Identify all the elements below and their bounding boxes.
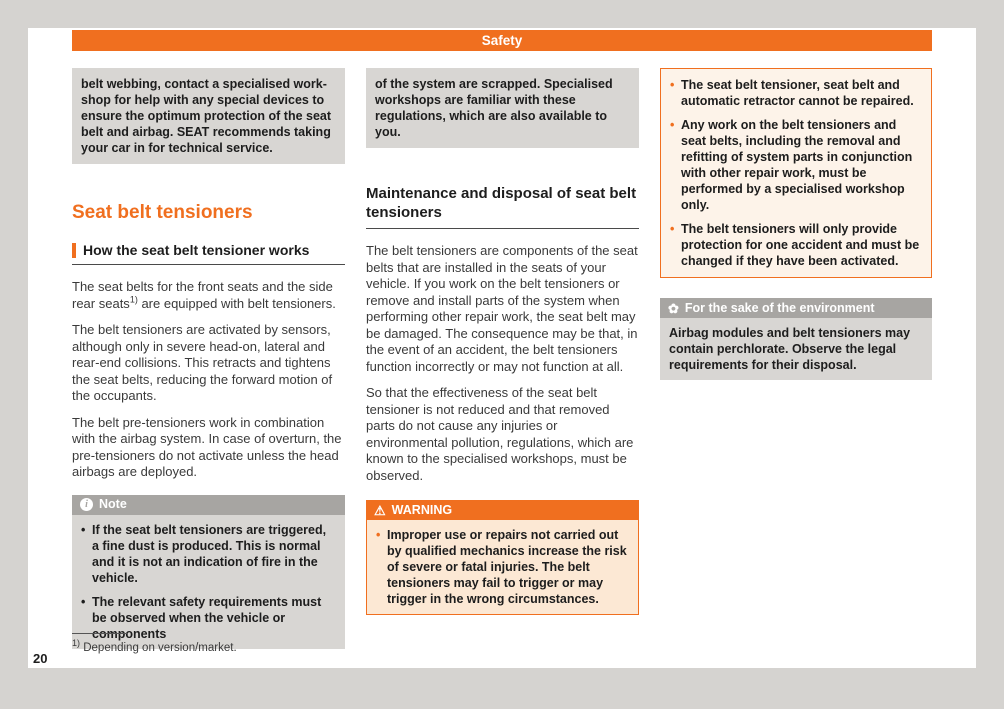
warning-continuation-box (660, 68, 932, 278)
warning-item: • Any work on the belt tensioners and seat belts, including the removal and refitting of system parts in conjunction with other repair work, must be performed by a specialised workshop only. (670, 117, 922, 213)
section-heading: Maintenance and disposal of seat belt tensioners (366, 184, 639, 229)
footnote-divider (72, 633, 128, 634)
column-right (660, 68, 932, 649)
paragraph-text: are equipped with belt tensioners. (137, 295, 336, 311)
paragraph-text: The seat belts for the front seats and the side rear seats (72, 279, 333, 311)
note-box-header (72, 495, 345, 515)
continuation-note-box (72, 68, 345, 164)
environment-box (660, 298, 932, 380)
column-left (72, 68, 345, 649)
warning-box-title: WARNING (391, 502, 453, 517)
column-middle (366, 68, 639, 649)
info-icon: i (80, 498, 93, 511)
warning-box-header (366, 500, 639, 520)
note-item: • The relevant safety requirements must be observed when the vehicle or components (81, 594, 336, 642)
subsection-heading (72, 243, 345, 265)
footnote-text: Depending on version/market. (83, 642, 237, 654)
paragraph (72, 279, 345, 312)
warning-box-body (366, 520, 639, 615)
warning-box (366, 500, 639, 615)
warning-item: • Improper use or repairs not carried out by qualified mechanics increase the risk of severe or fatal injuries. The belt tensioners may fail to trigger or may trigger in the wrong circumstances. (376, 527, 629, 607)
environment-box-title: For the sake of the environment (684, 300, 875, 315)
note-box-title: Note (99, 497, 127, 512)
continuation-note-text: of the system are scrapped. Specialised workshops are familiar with these regulations, which are also available to you. (375, 77, 613, 139)
environment-box-body (660, 318, 932, 380)
continuation-note-box (366, 68, 639, 148)
warning-item: • The belt tensioners will only provide protection for one accident and must be changed if they have been activated. (670, 221, 922, 269)
chapter-header-bar (72, 30, 932, 51)
warning-item: • The seat belt tensioner, seat belt and automatic retractor cannot be repaired. (670, 77, 922, 109)
page-number: 20 (33, 651, 48, 666)
section-title: Seat belt tensioners (72, 202, 253, 223)
environment-box-header (660, 298, 932, 318)
paragraph: So that the effectiveness of the seat belt tensioner is not reduced and that removed parts do not cause any injuries or environmental pollution, regulations, which are known to the specialised workshops, must be observed. (366, 385, 634, 483)
paragraph: The belt tensioners are components of the seat belts that are installed in the seats of your vehicle. If you work on the belt tensioners or remove and install parts of the system when performing other repair work, the seat belt may be damaged. The consequence may be that, in the event of an accident, the belt tensioners function incorrectly or may not function at all. (366, 243, 638, 374)
warning-icon: ⚠ (374, 502, 386, 518)
footnote-marker: 1) (72, 638, 81, 649)
subsection-title: How the seat belt tensioner works (72, 243, 345, 258)
paragraph: The belt pre-tensioners work in combination with the airbag system. In case of overturn, the pre-tensioners do not activate unless the head airbags are deployed. (72, 414, 342, 479)
note-box (72, 495, 345, 649)
footnote-line (72, 638, 237, 654)
environment-text: Airbag modules and belt tensioners may contain perchlorate. Observe the legal requirements for their disposal. (669, 326, 911, 372)
note-item: • If the seat belt tensioners are triggered, a fine dust is produced. This is normal and it is not an indication of fire in the vehicle. (81, 522, 336, 586)
manual-page (28, 28, 976, 668)
footnote-reference: 1) (129, 294, 138, 305)
environment-icon: ✿ (668, 300, 679, 316)
paragraph: The belt tensioners are activated by sensors, although only in severe head-on, lateral and rear-end collisions. This retracts and tightens the seat belts, reducing the forward motion of the occupants. (72, 322, 333, 403)
content-columns (72, 68, 932, 649)
footnote (72, 633, 237, 654)
continuation-note-text: belt webbing, contact a specialised workshop for help with any special devices to ensure the optimum protection of the seat belt and airbag. SEAT recommends taking your car in for technical service. (81, 77, 332, 155)
note-box-body (72, 515, 345, 649)
chapter-title: Safety (481, 33, 523, 48)
